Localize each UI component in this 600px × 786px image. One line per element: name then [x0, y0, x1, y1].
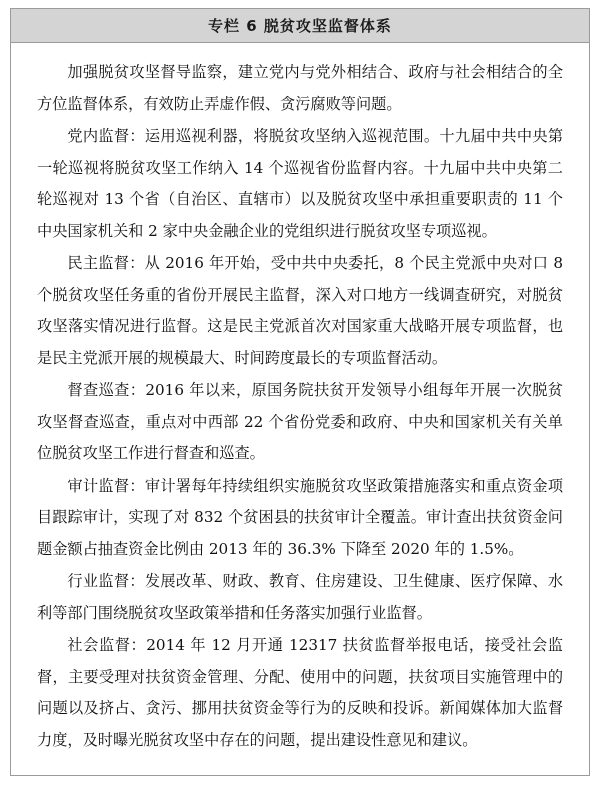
paragraph: 社会监督：2014 年 12 月开通 12317 扶贫监督举报电话，接受社会监督，主要受理对扶贫资金管理、分配、使用中的问题，扶贫项目实施管理中的问题以及挤占、贪污、挪用扶贫资金等行为的反映和投诉。新闻媒体加大监督力度，及时曝光脱贫攻坚中存在的问题，提出建设性意见和建议。 [37, 636, 563, 749]
paragraph: 民主监督：从 2016 年开始，受中共中央委托，8 个民主党派中央对口 8 个脱贫攻坚任务重的省份开展民主监督，深入对口地方一线调查研究，对脱贫攻坚落实情况进行监督。这是民主党派首次对国家重大战略开展专项监督，也是民主党派开展的规模最大、时间跨度最长的专项监督活动。 [37, 254, 563, 367]
paragraph: 审计监督：审计署每年持续组织实施脱贫攻坚政策措施落实和重点资金项目跟踪审计，实现了对 832 个贫困县的扶贫审计全覆盖。审计查出扶贫资金问题金额占抽查资金比例由 2013 年的 36.3% 下降至 2020 年的 1.5%。 [37, 476, 563, 558]
paragraph: 行业监督：发展改革、财政、教育、住房建设、卫生健康、医疗保障、水利等部门围绕脱贫攻坚政策举措和任务落实加强行业监督。 [37, 572, 563, 622]
paragraph: 党内监督：运用巡视利器，将脱贫攻坚纳入巡视范围。十九届中共中央第一轮巡视将脱贫攻坚工作纳入 14 个巡视省份监督内容。十九届中共中央第二轮巡视对 13 个省（自治区、直辖市）以及脱贫攻坚中承担重要职责的 11 个中央国家机关和 2 家中央金融企业的党组织进行脱贫攻坚专项巡视。 [37, 127, 563, 240]
feature-box-title-bar [11, 9, 589, 43]
paragraph: 加强脱贫攻坚督导监察，建立党内与党外相结合、政府与社会相结合的全方位监督体系，有效防止弄虚作假、贪污腐败等问题。 [37, 63, 563, 113]
feature-box [10, 8, 590, 776]
feature-box-body [11, 43, 589, 775]
page-title: 专栏 6 脱贫攻坚监督体系 [208, 17, 392, 35]
paragraph: 督查巡查：2016 年以来，原国务院扶贫开发领导小组每年开展一次脱贫攻坚督查巡查，重点对中西部 22 个省份党委和政府、中央和国家机关有关单位脱贫攻坚工作进行督查和巡查。 [37, 381, 563, 462]
